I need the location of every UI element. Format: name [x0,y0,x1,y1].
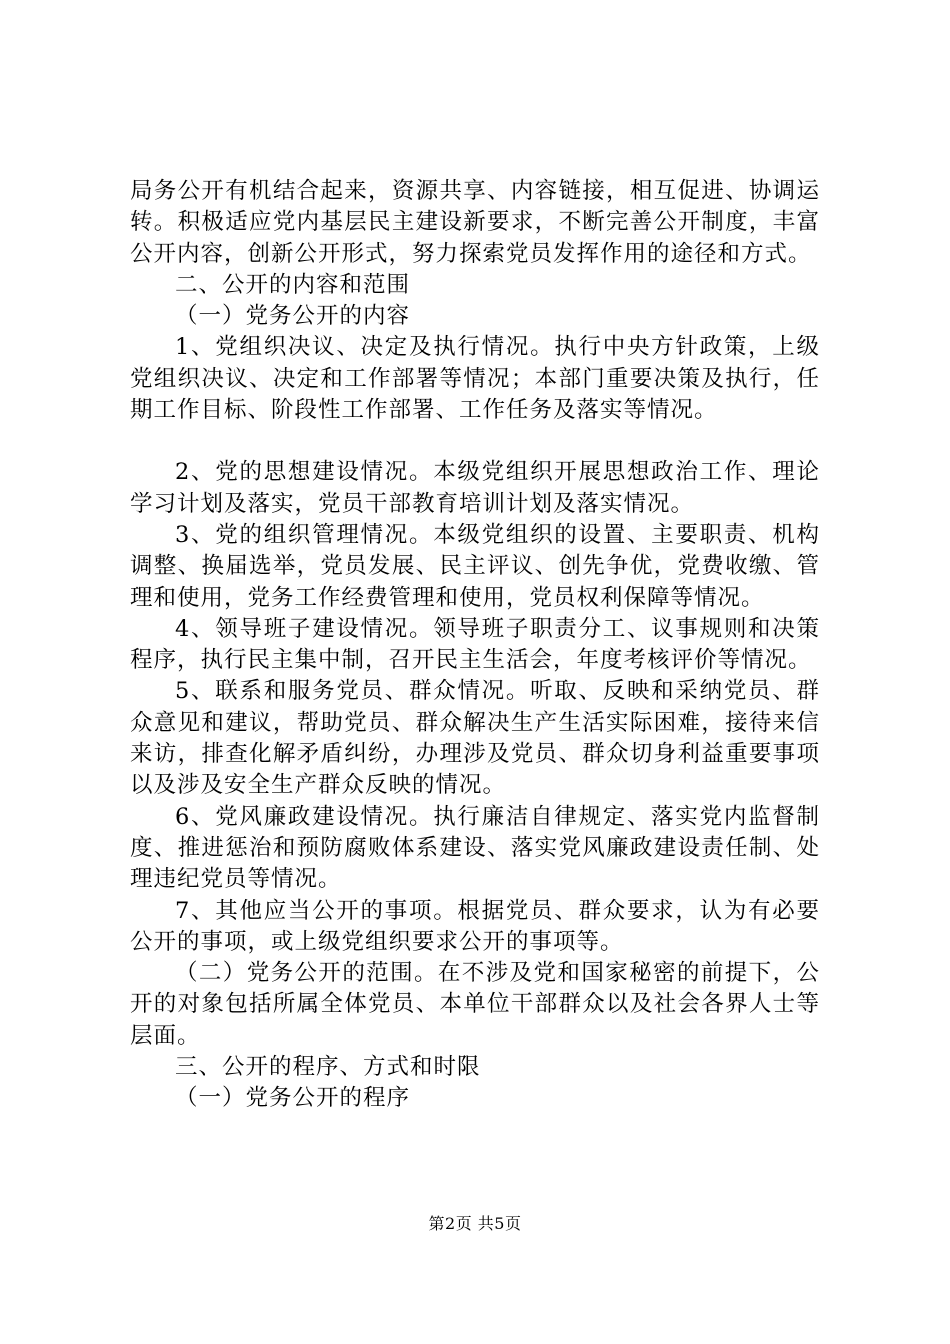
item-5-paragraph: 5、联系和服务党员、群众情况。听取、反映和采纳党员、群众意见和建议，帮助党员、群众解决生产生活实际困难，接待来信来访，排查化解矛盾纠纷，办理涉及党员、群众切身利益重要事项以及涉及安全生产群众反映的情况。 [130,678,820,799]
item-2-paragraph: 2、党的思想建设情况。本级党组织开展思想政治工作、理论学习计划及落实，党员干部教育培训计划及落实情况。 [130,459,820,517]
item-6-paragraph: 6、党风廉政建设情况。执行廉洁自律规定、落实党内监督制度、推进惩治和预防腐败体系建设、落实党风廉政建设责任制、处理违纪党员等情况。 [130,803,820,893]
subsection-heading-content: （一）党务公开的内容 [175,303,411,330]
section-heading-3: 三、公开的程序、方式和时限 [175,1054,481,1081]
item-1-paragraph: 1、党组织决议、决定及执行情况。执行中央方针政策，上级党组织决议、决定和工作部署等情况；本部门重要决策及执行，任期工作目标、阶段性工作部署、工作任务及落实等情况。 [130,334,820,424]
section-heading-2: 二、公开的内容和范围 [175,271,411,298]
item-3-paragraph: 3、党的组织管理情况。本级党组织的设置、主要职责、机构调整、换届选举，党员发展、民主评议、创先争优，党费收缴、管理和使用，党务工作经费管理和使用，党员权利保障等情况。 [130,521,820,611]
item-4-paragraph: 4、领导班子建设情况。领导班子职责分工、议事规则和决策程序，执行民主集中制，召开民主生活会，年度考核评价等情况。 [130,615,820,674]
page-footer: 第2页 共5页 [428,1214,522,1233]
paragraph-continuation: 局务公开有机结合起来，资源共享、内容链接，相互促进、协调运转。积极适应党内基层民主建设新要求，不断完善公开制度，丰富公开内容，创新公开形式，努力探索党员发挥作用的途径和方式。 [130,178,820,267]
subsection-scope-paragraph: （二）党务公开的范围。在不涉及党和国家秘密的前提下，公开的对象包括所属全体党员、本单位干部群众以及社会各界人士等层面。 [130,960,820,1049]
subsection-heading-procedure: （一）党务公开的程序 [175,1085,411,1112]
document-body [130,176,820,1115]
item-7-paragraph: 7、其他应当公开的事项。根据党员、群众要求，认为有必要公开的事项，或上级党组织要求公开的事项等。 [130,897,820,955]
